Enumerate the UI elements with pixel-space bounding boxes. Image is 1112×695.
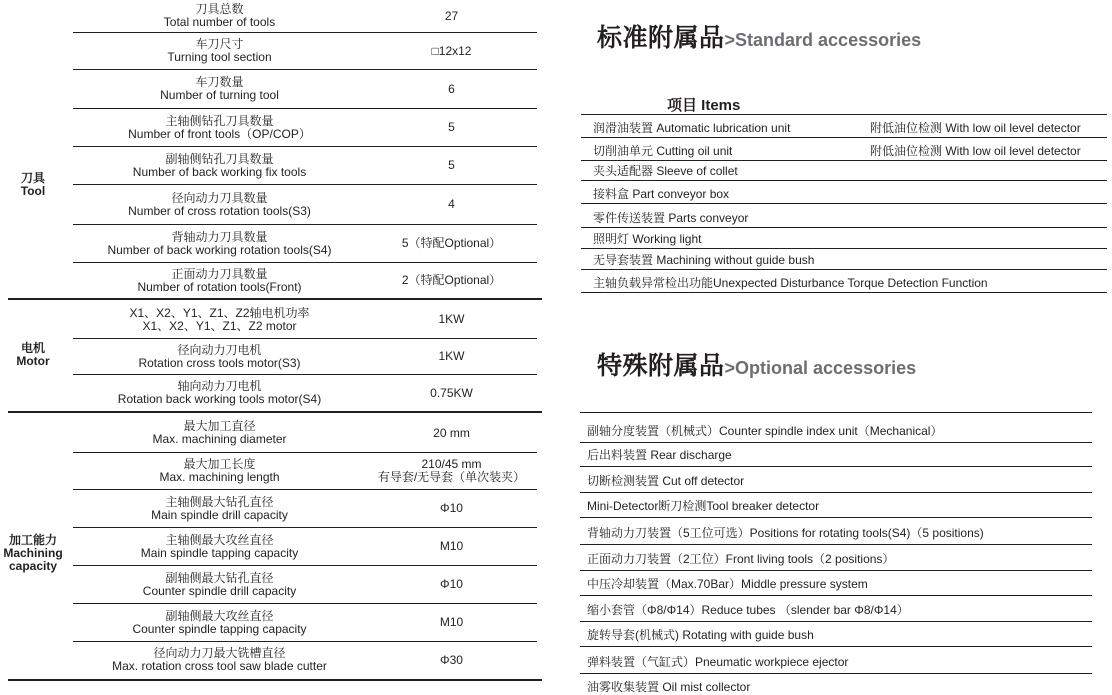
spec-value: 5	[448, 120, 455, 134]
list-item: 润滑油装置 Automatic lubrication unit 附低油位检测 With low oil level detector	[581, 114, 1107, 138]
table-row	[73, 147, 537, 185]
table-row	[73, 185, 537, 225]
list-item: 正面动力刀装置（2工位）Front living tools（2 positions）	[580, 545, 1092, 571]
spec-name: 径向动力刀具数量 Number of cross rotation tools(S3)	[128, 190, 311, 218]
spec-table	[0, 0, 545, 685]
list-item: 接料盒 Part conveyor box	[581, 181, 1107, 204]
spec-value: 5（特配Optional）	[401, 236, 502, 250]
list-item: 中压冷却装置（Max.70Bar）Middle pressure system	[580, 571, 1092, 596]
list-item: 切削油单元 Cutting oil unit 附低油位检测 With low oil level detector	[581, 143, 1107, 161]
spec-value: Φ10	[440, 577, 463, 591]
list-item: 弹料装置（气缸式）Pneumatic workpiece ejector	[580, 647, 1092, 674]
section-divider	[8, 298, 542, 300]
list-item: 副轴分度装置（机械式）Counter spindle index unit（Mechanical）	[580, 412, 1092, 443]
table-row	[73, 225, 537, 263]
spec-name: 主轴侧最大钻孔直径 Main spindle drill capacity	[151, 494, 288, 522]
list-item: 夹头适配器 Sleeve of collet	[581, 161, 1107, 181]
spec-value: 5	[448, 158, 455, 172]
spec-value: 2（特配Optional）	[401, 273, 502, 287]
list-item: 缩小套管（Φ8/Φ14）Reduce tubes （slender bar Φ8/Φ14）	[580, 596, 1092, 622]
spec-name: 最大加工长度 Max. machining length	[159, 457, 280, 484]
table-row	[73, 375, 537, 411]
standard-accessories-heading: 标准附属品>Standard accessories	[597, 24, 922, 52]
list-item: Mini-Detector断刀检测Tool breaker detector	[580, 493, 1092, 518]
spec-name: 轴向动力刀电机 Rotation back working tools motor(S4)	[117, 379, 322, 406]
spec-value: 210/45 mm 有导套/无导套（单次装夹）	[377, 457, 526, 484]
spec-name: 主轴侧最大攻丝直径 Main spindle tapping capacity	[140, 532, 299, 560]
table-row	[73, 263, 537, 298]
optional-accessories-heading: 特殊附属品>Optional accessories	[597, 352, 917, 380]
spec-value: 6	[448, 81, 455, 96]
group-label-motor: 电机 Motor	[16, 341, 50, 368]
spec-value: 27	[444, 8, 459, 23]
table-row	[73, 339, 537, 375]
table-row	[73, 604, 537, 642]
table-row	[73, 0, 537, 33]
table-row	[73, 70, 537, 109]
spec-name: 背轴动力刀具数量 Number of back working rotation tools(S4)	[107, 229, 332, 257]
spec-name: 副轴侧钻孔刀具数量 Number of back working fix tools	[132, 151, 307, 179]
list-item: 无导套装置 Machining without guide bush	[581, 249, 1107, 270]
spec-name: 车刀数量 Number of turning tool	[160, 75, 279, 102]
spec-name: 刀具总数 Total number of tools	[163, 2, 276, 29]
table-row	[73, 528, 537, 566]
spec-name: X1、X2、Y1、Z1、Z2轴电机功率 X1、X2、Y1、Z1、Z2 motor	[129, 305, 310, 333]
items-column-header: 项目 Items	[667, 97, 741, 114]
spec-value: 0.75KW	[430, 385, 473, 400]
table-row	[73, 109, 537, 147]
spec-name: 副轴侧最大钻孔直径 Counter spindle drill capacity	[142, 570, 297, 598]
list-item: 零件传送装置 Parts conveyor	[581, 204, 1107, 228]
table-row	[73, 414, 537, 453]
table-row	[73, 453, 537, 490]
spec-value: 20 mm	[433, 425, 470, 440]
spec-value: M10	[439, 539, 464, 553]
spec-value: Φ30	[440, 652, 463, 667]
table-row	[73, 490, 537, 528]
spec-value: □12x12	[431, 43, 472, 58]
list-item: 主轴负载异常检出功能Unexpected Disturbance Torque Detection Function	[581, 270, 1107, 293]
spec-value: 1KW	[438, 312, 465, 326]
spec-name: 车刀尺寸 Turning tool section	[167, 37, 272, 64]
table-row	[73, 301, 537, 339]
list-item: 旋转导套(机械式) Rotating with guide bush	[580, 622, 1092, 647]
list-item: 后出料装置 Rear discharge	[580, 442, 1092, 467]
table-row	[73, 642, 537, 678]
table-row	[73, 33, 537, 70]
section-divider	[8, 679, 542, 681]
spec-value: Φ10	[440, 501, 463, 515]
spec-name: 径向动力刀电机 Rotation cross tools motor(S3)	[138, 342, 301, 370]
spec-name: 正面动力刀具数量 Number of rotation tools(Front)	[137, 266, 302, 294]
list-item: 切断检测装置 Cut off detector	[580, 467, 1092, 493]
list-item: 背轴动力刀装置（5工位可选）Positions for rotating tools(S4)（5 positions)	[580, 518, 1092, 545]
spec-name: 径向动力刀最大铣槽直径 Max. rotation cross tool saw blade cutter	[112, 646, 327, 673]
spec-name: 最大加工直径 Max. machining diameter	[152, 419, 287, 446]
spec-name: 副轴侧最大攻丝直径 Counter spindle tapping capacity	[132, 608, 307, 636]
list-item: 照明灯 Working light	[581, 228, 1107, 249]
spec-value: 4	[448, 197, 455, 211]
spec-value: 1KW	[438, 349, 465, 363]
spec-name: 主轴侧钻孔刀具数量 Number of front tools（OP/COP）	[128, 113, 311, 141]
section-divider	[8, 411, 542, 413]
group-label-machining: 加工能力 Machining capacity	[3, 533, 63, 573]
group-label-tool: 刀具 Tool	[20, 171, 46, 198]
list-item: 油雾收集装置 Oil mist collector	[587, 680, 751, 694]
spec-value: M10	[439, 615, 464, 629]
table-row	[73, 566, 537, 604]
